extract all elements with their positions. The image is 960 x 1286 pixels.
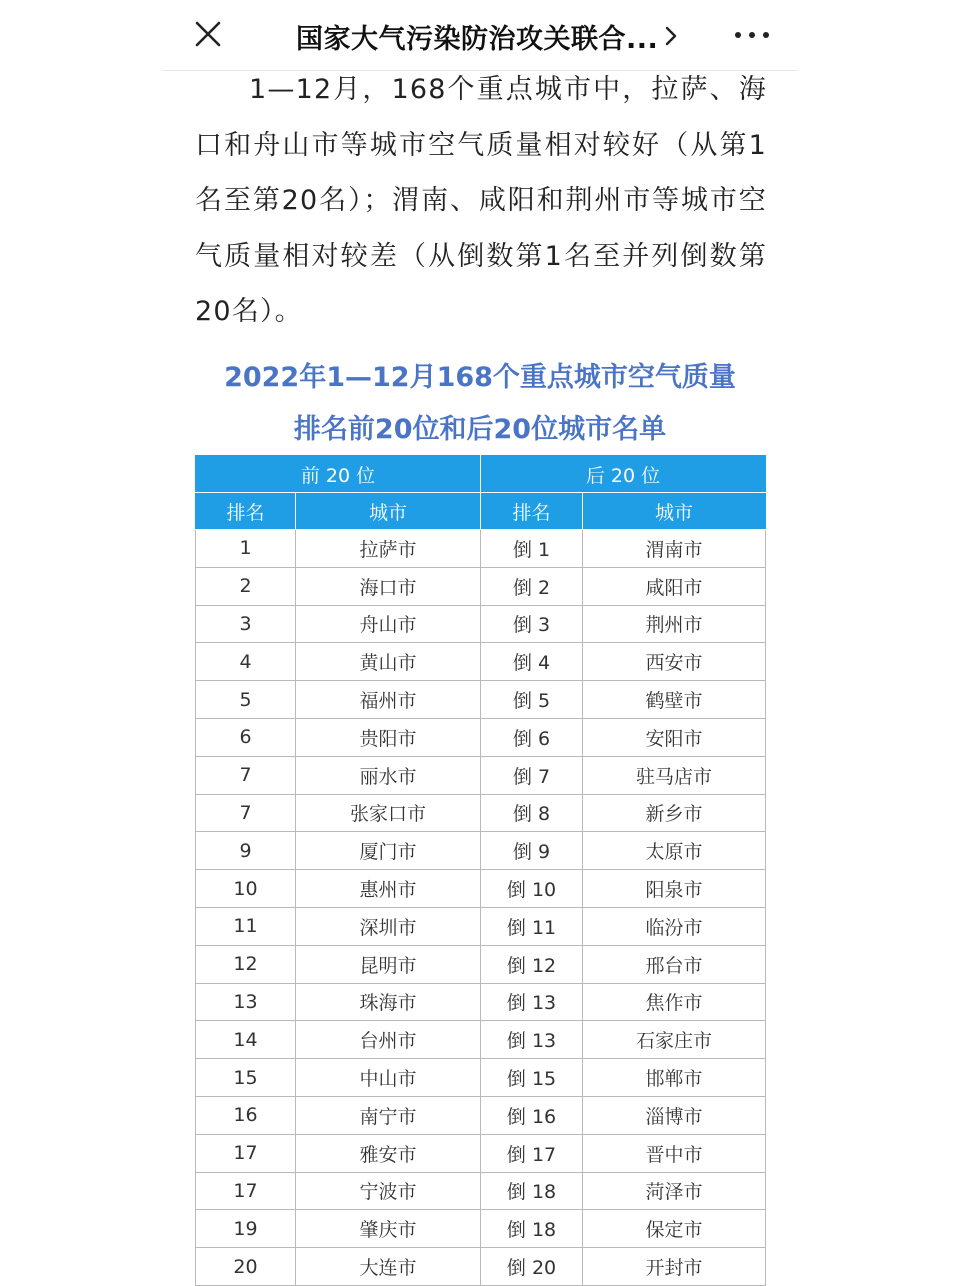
cell-reverse-city: 焦作市 [583, 983, 766, 1021]
more-dots-icon[interactable] [730, 26, 774, 44]
cell-rank: 4 [196, 643, 296, 681]
cell-city: 雅安市 [296, 1134, 481, 1172]
cell-reverse-rank: 倒 6 [481, 718, 583, 756]
table-row [196, 1021, 766, 1059]
cell-reverse-city: 石家庄市 [583, 1021, 766, 1059]
cell-reverse-rank: 倒 12 [481, 945, 583, 983]
cell-city: 福州市 [296, 681, 481, 719]
cell-city: 深圳市 [296, 907, 481, 945]
cell-reverse-city: 驻马店市 [583, 756, 766, 794]
cell-reverse-rank: 倒 16 [481, 1096, 583, 1134]
group-header-bottom20: 后 20 位 [481, 456, 766, 493]
cell-reverse-rank: 倒 4 [481, 643, 583, 681]
table-row [196, 907, 766, 945]
cell-reverse-rank: 倒 11 [481, 907, 583, 945]
account-title-link[interactable] [296, 16, 696, 56]
cell-rank: 20 [196, 1248, 296, 1286]
cell-reverse-rank: 倒 13 [481, 983, 583, 1021]
cell-reverse-rank: 倒 18 [481, 1172, 583, 1210]
table-body [196, 530, 766, 1286]
cell-reverse-city: 菏泽市 [583, 1172, 766, 1210]
close-icon[interactable] [192, 18, 224, 50]
table-row [196, 530, 766, 568]
cell-reverse-city: 鹤壁市 [583, 681, 766, 719]
cell-reverse-city: 阳泉市 [583, 870, 766, 908]
cell-rank: 3 [196, 605, 296, 643]
table-column-header-row [196, 493, 766, 530]
cell-reverse-city: 咸阳市 [583, 567, 766, 605]
table-row [196, 756, 766, 794]
cell-rank: 13 [196, 983, 296, 1021]
column-header-rank: 排名 [481, 493, 583, 530]
cell-reverse-city: 邯郸市 [583, 1059, 766, 1097]
table-group-header-row [196, 456, 766, 493]
cell-city: 大连市 [296, 1248, 481, 1286]
table-row [196, 870, 766, 908]
cell-rank: 17 [196, 1172, 296, 1210]
cell-reverse-city: 安阳市 [583, 718, 766, 756]
cell-city: 黄山市 [296, 643, 481, 681]
table-row [196, 1134, 766, 1172]
chevron-right-icon [664, 25, 678, 47]
cell-rank: 16 [196, 1096, 296, 1134]
cell-rank: 7 [196, 756, 296, 794]
table-row [196, 983, 766, 1021]
cell-reverse-rank: 倒 13 [481, 1021, 583, 1059]
cell-city: 昆明市 [296, 945, 481, 983]
cell-city: 贵阳市 [296, 718, 481, 756]
table-row [196, 1172, 766, 1210]
cell-reverse-rank: 倒 10 [481, 870, 583, 908]
cell-rank: 9 [196, 832, 296, 870]
group-header-top20: 前 20 位 [196, 456, 481, 493]
cell-reverse-city: 开封市 [583, 1248, 766, 1286]
table-row [196, 605, 766, 643]
cell-reverse-city: 新乡市 [583, 794, 766, 832]
column-header-city: 城市 [296, 493, 481, 530]
cell-reverse-rank: 倒 3 [481, 605, 583, 643]
cell-rank: 12 [196, 945, 296, 983]
cell-rank: 11 [196, 907, 296, 945]
cell-city: 拉萨市 [296, 530, 481, 568]
cell-reverse-city: 临汾市 [583, 907, 766, 945]
column-header-rank: 排名 [196, 493, 296, 530]
cell-reverse-rank: 倒 8 [481, 794, 583, 832]
cell-city: 中山市 [296, 1059, 481, 1097]
cell-rank: 15 [196, 1059, 296, 1097]
cell-city: 宁波市 [296, 1172, 481, 1210]
city-ranking-table [195, 455, 766, 1286]
cell-reverse-rank: 倒 2 [481, 567, 583, 605]
cell-rank: 17 [196, 1134, 296, 1172]
cell-city: 惠州市 [296, 870, 481, 908]
table-row [196, 567, 766, 605]
cell-reverse-city: 太原市 [583, 832, 766, 870]
cell-city: 海口市 [296, 567, 481, 605]
table-row [196, 1210, 766, 1248]
table-row [196, 681, 766, 719]
column-header-city: 城市 [583, 493, 766, 530]
cell-reverse-city: 渭南市 [583, 530, 766, 568]
cell-reverse-city: 保定市 [583, 1210, 766, 1248]
table-row [196, 1096, 766, 1134]
cell-city: 南宁市 [296, 1096, 481, 1134]
cell-reverse-rank: 倒 9 [481, 832, 583, 870]
cell-reverse-city: 晋中市 [583, 1134, 766, 1172]
cell-rank: 5 [196, 681, 296, 719]
page-title: 国家大气污染防治攻关联合... [296, 23, 659, 55]
cell-city: 舟山市 [296, 605, 481, 643]
table-title-line-1: 2022年1—12月168个重点城市空气质量 [224, 362, 736, 393]
cell-reverse-rank: 倒 17 [481, 1134, 583, 1172]
table-title [195, 352, 765, 456]
cell-reverse-rank: 倒 18 [481, 1210, 583, 1248]
cell-reverse-rank: 倒 20 [481, 1248, 583, 1286]
cell-reverse-city: 淄博市 [583, 1096, 766, 1134]
table-row [196, 718, 766, 756]
cell-rank: 19 [196, 1210, 296, 1248]
table-row [196, 945, 766, 983]
cell-city: 珠海市 [296, 983, 481, 1021]
cell-reverse-city: 邢台市 [583, 945, 766, 983]
cell-city: 丽水市 [296, 756, 481, 794]
cell-reverse-rank: 倒 5 [481, 681, 583, 719]
table-row [196, 794, 766, 832]
article-paragraph: 1—12月，168个重点城市中，拉萨、海口和舟山市等城市空气质量相对较好（从第1名至第20名）；渭南、咸阳和荆州市等城市空气质量相对较差（从倒数第1名至并列倒数第20名）。 [195, 74, 767, 327]
table-row [196, 832, 766, 870]
cell-rank: 7 [196, 794, 296, 832]
table-title-line-2: 排名前20位和后20位城市名单 [293, 414, 667, 445]
cell-reverse-city: 荆州市 [583, 605, 766, 643]
cell-city: 张家口市 [296, 794, 481, 832]
top-navigation-bar [0, 0, 960, 70]
table-row [196, 643, 766, 681]
cell-city: 肇庆市 [296, 1210, 481, 1248]
cell-reverse-rank: 倒 1 [481, 530, 583, 568]
cell-reverse-rank: 倒 15 [481, 1059, 583, 1097]
cell-rank: 2 [196, 567, 296, 605]
cell-rank: 1 [196, 530, 296, 568]
cell-reverse-city: 西安市 [583, 643, 766, 681]
cell-city: 台州市 [296, 1021, 481, 1059]
cell-city: 厦门市 [296, 832, 481, 870]
cell-rank: 14 [196, 1021, 296, 1059]
cell-rank: 10 [196, 870, 296, 908]
cell-reverse-rank: 倒 7 [481, 756, 583, 794]
table-row [196, 1059, 766, 1097]
cell-rank: 6 [196, 718, 296, 756]
